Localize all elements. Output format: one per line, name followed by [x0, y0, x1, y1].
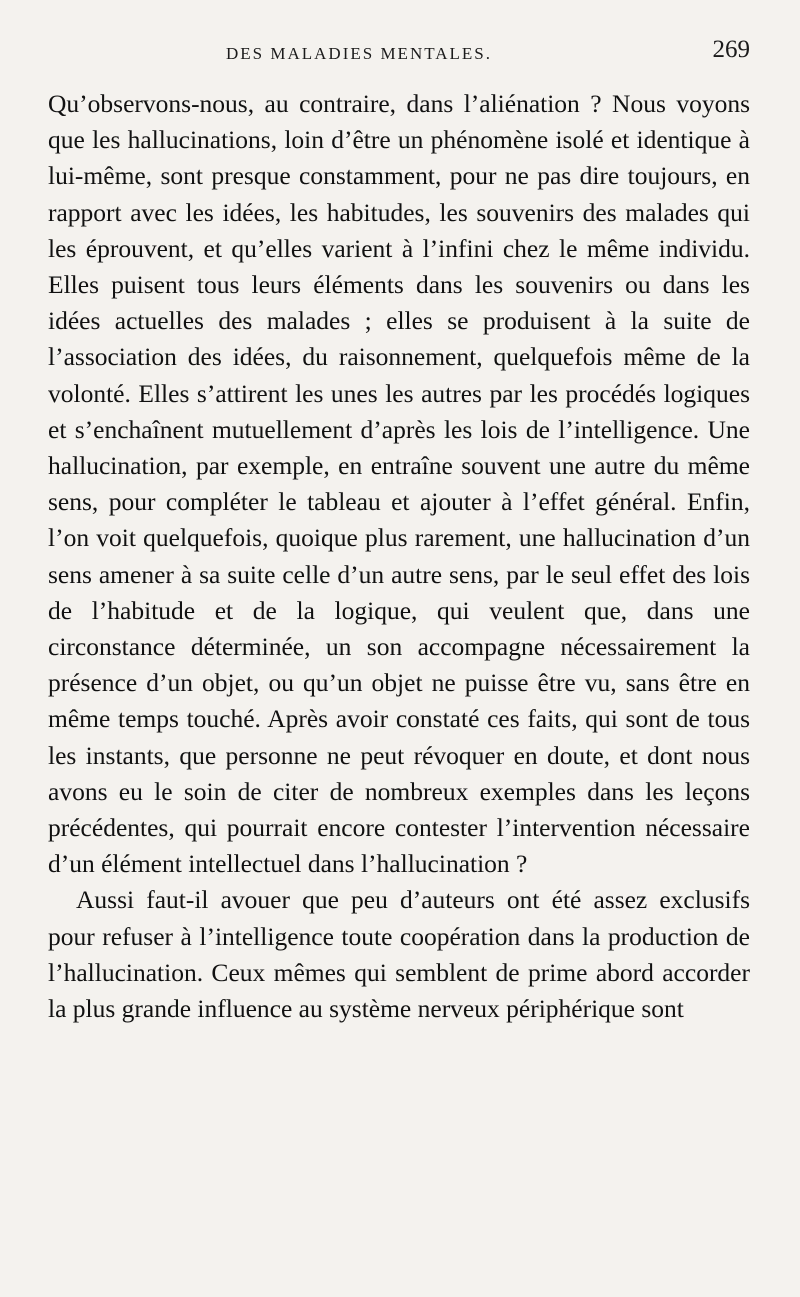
- running-head: DES MALADIES MENTALES.: [226, 44, 492, 63]
- body-text: [48, 86, 750, 1027]
- paragraph-1: Qu’observons-nous, au contraire, dans l’aliénation ? Nous voyons que les hallucinations, loin d’être un phénomène isolé et identique à lui-même, sont presque constamment, pour ne pas dire toujours, en rapport avec les idées, les habitudes, les souvenirs des malades qui les éprouvent, et qu’elles varient à l’infini chez le même individu. Elles puisent tous leurs éléments dans les souvenirs ou dans les idées actuelles des malades ; elles se produisent à la suite de l’association des idées, du raisonnement, quelquefois même de la volonté. Elles s’attirent les unes les autres par les procédés logiques et s’enchaînent mutuellement d’après les lois de l’intelligence. Une hallucination, par exemple, en entraîne souvent une autre du même sens, pour compléter le tableau et ajouter à l’effet général. Enfin, l’on voit quelquefois, quoique plus rarement, une hallucination d’un sens amener à sa suite celle d’un autre sens, par le seul effet des lois de l’habitude et de la logique, qui veulent que, dans une circonstance déterminée, un son accompagne nécessairement la présence d’un objet, ou qu’un objet ne puisse être vu, sans être en même temps touché. Après avoir constaté ces faits, qui sont de tous les instants, que personne ne peut révoquer en doute, et dont nous avons eu le soin de citer de nombreux exemples dans les leçons précédentes, qui pourrait encore contester l’intervention nécessaire d’un élément intellectuel dans l’hallucination ?: [48, 89, 750, 879]
- page-header: [48, 36, 750, 76]
- page-number: 269: [712, 36, 750, 63]
- paragraph-2: Aussi faut-il avouer que peu d’auteurs ont été assez exclusifs pour refuser à l’intelligence toute coopération dans la production de l’hallucination. Ceux mêmes qui semblent de prime abord accorder la plus grande influence au système nerveux périphérique sont: [48, 885, 750, 1024]
